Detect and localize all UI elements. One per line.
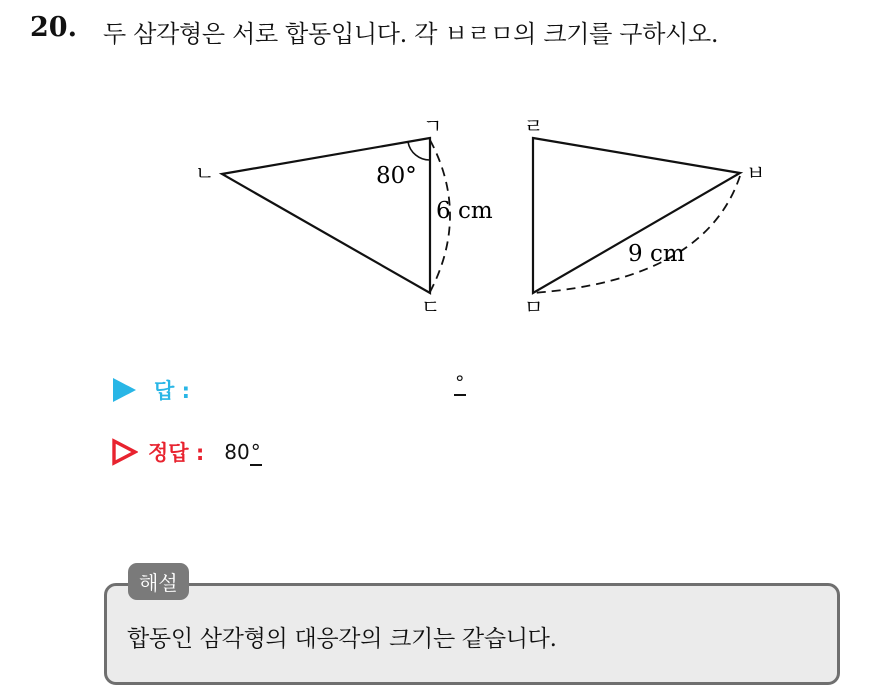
correct-answer-label: 정답 : [148,441,205,465]
vertex-label-digeut: ㄷ [421,295,441,319]
angle-arc [408,142,430,160]
play-triangle-icon [110,376,138,404]
outline-triangle-icon [110,438,138,466]
length-label-left: 6 cm [436,198,493,224]
vertex-label-rieul: ㄹ [524,114,544,138]
correct-answer-value [224,440,261,464]
right-triangle [533,138,740,293]
correct-answer-row [110,436,262,468]
question-text: 두 삼각형은 서로 합동입니다. 각 ㅂㄹㅁ의 크기를 구하시오. [103,20,719,48]
vertex-label-bieup: ㅂ [746,161,766,185]
length-label-right: 9 cm [628,241,685,267]
answer-label: 답 : [154,379,190,403]
left-triangle [222,138,430,293]
answer-unit[interactable]: ° [455,372,465,394]
explanation-tag: 해설 [128,563,189,600]
explanation-text: 합동인 삼각형의 대응각의 크기는 같습니다. [127,626,557,652]
vertex-label-nieun: ㄴ [195,161,215,185]
correct-answer-unit: ° [250,440,261,464]
correct-answer-number: 80 [224,440,250,464]
question-number: 20. [30,12,77,43]
answer-row [110,374,190,406]
angle-label: 80° [376,163,417,189]
vertex-label-mieum: ㅁ [524,295,544,319]
vertex-label-giyeok: ㄱ [423,114,443,138]
